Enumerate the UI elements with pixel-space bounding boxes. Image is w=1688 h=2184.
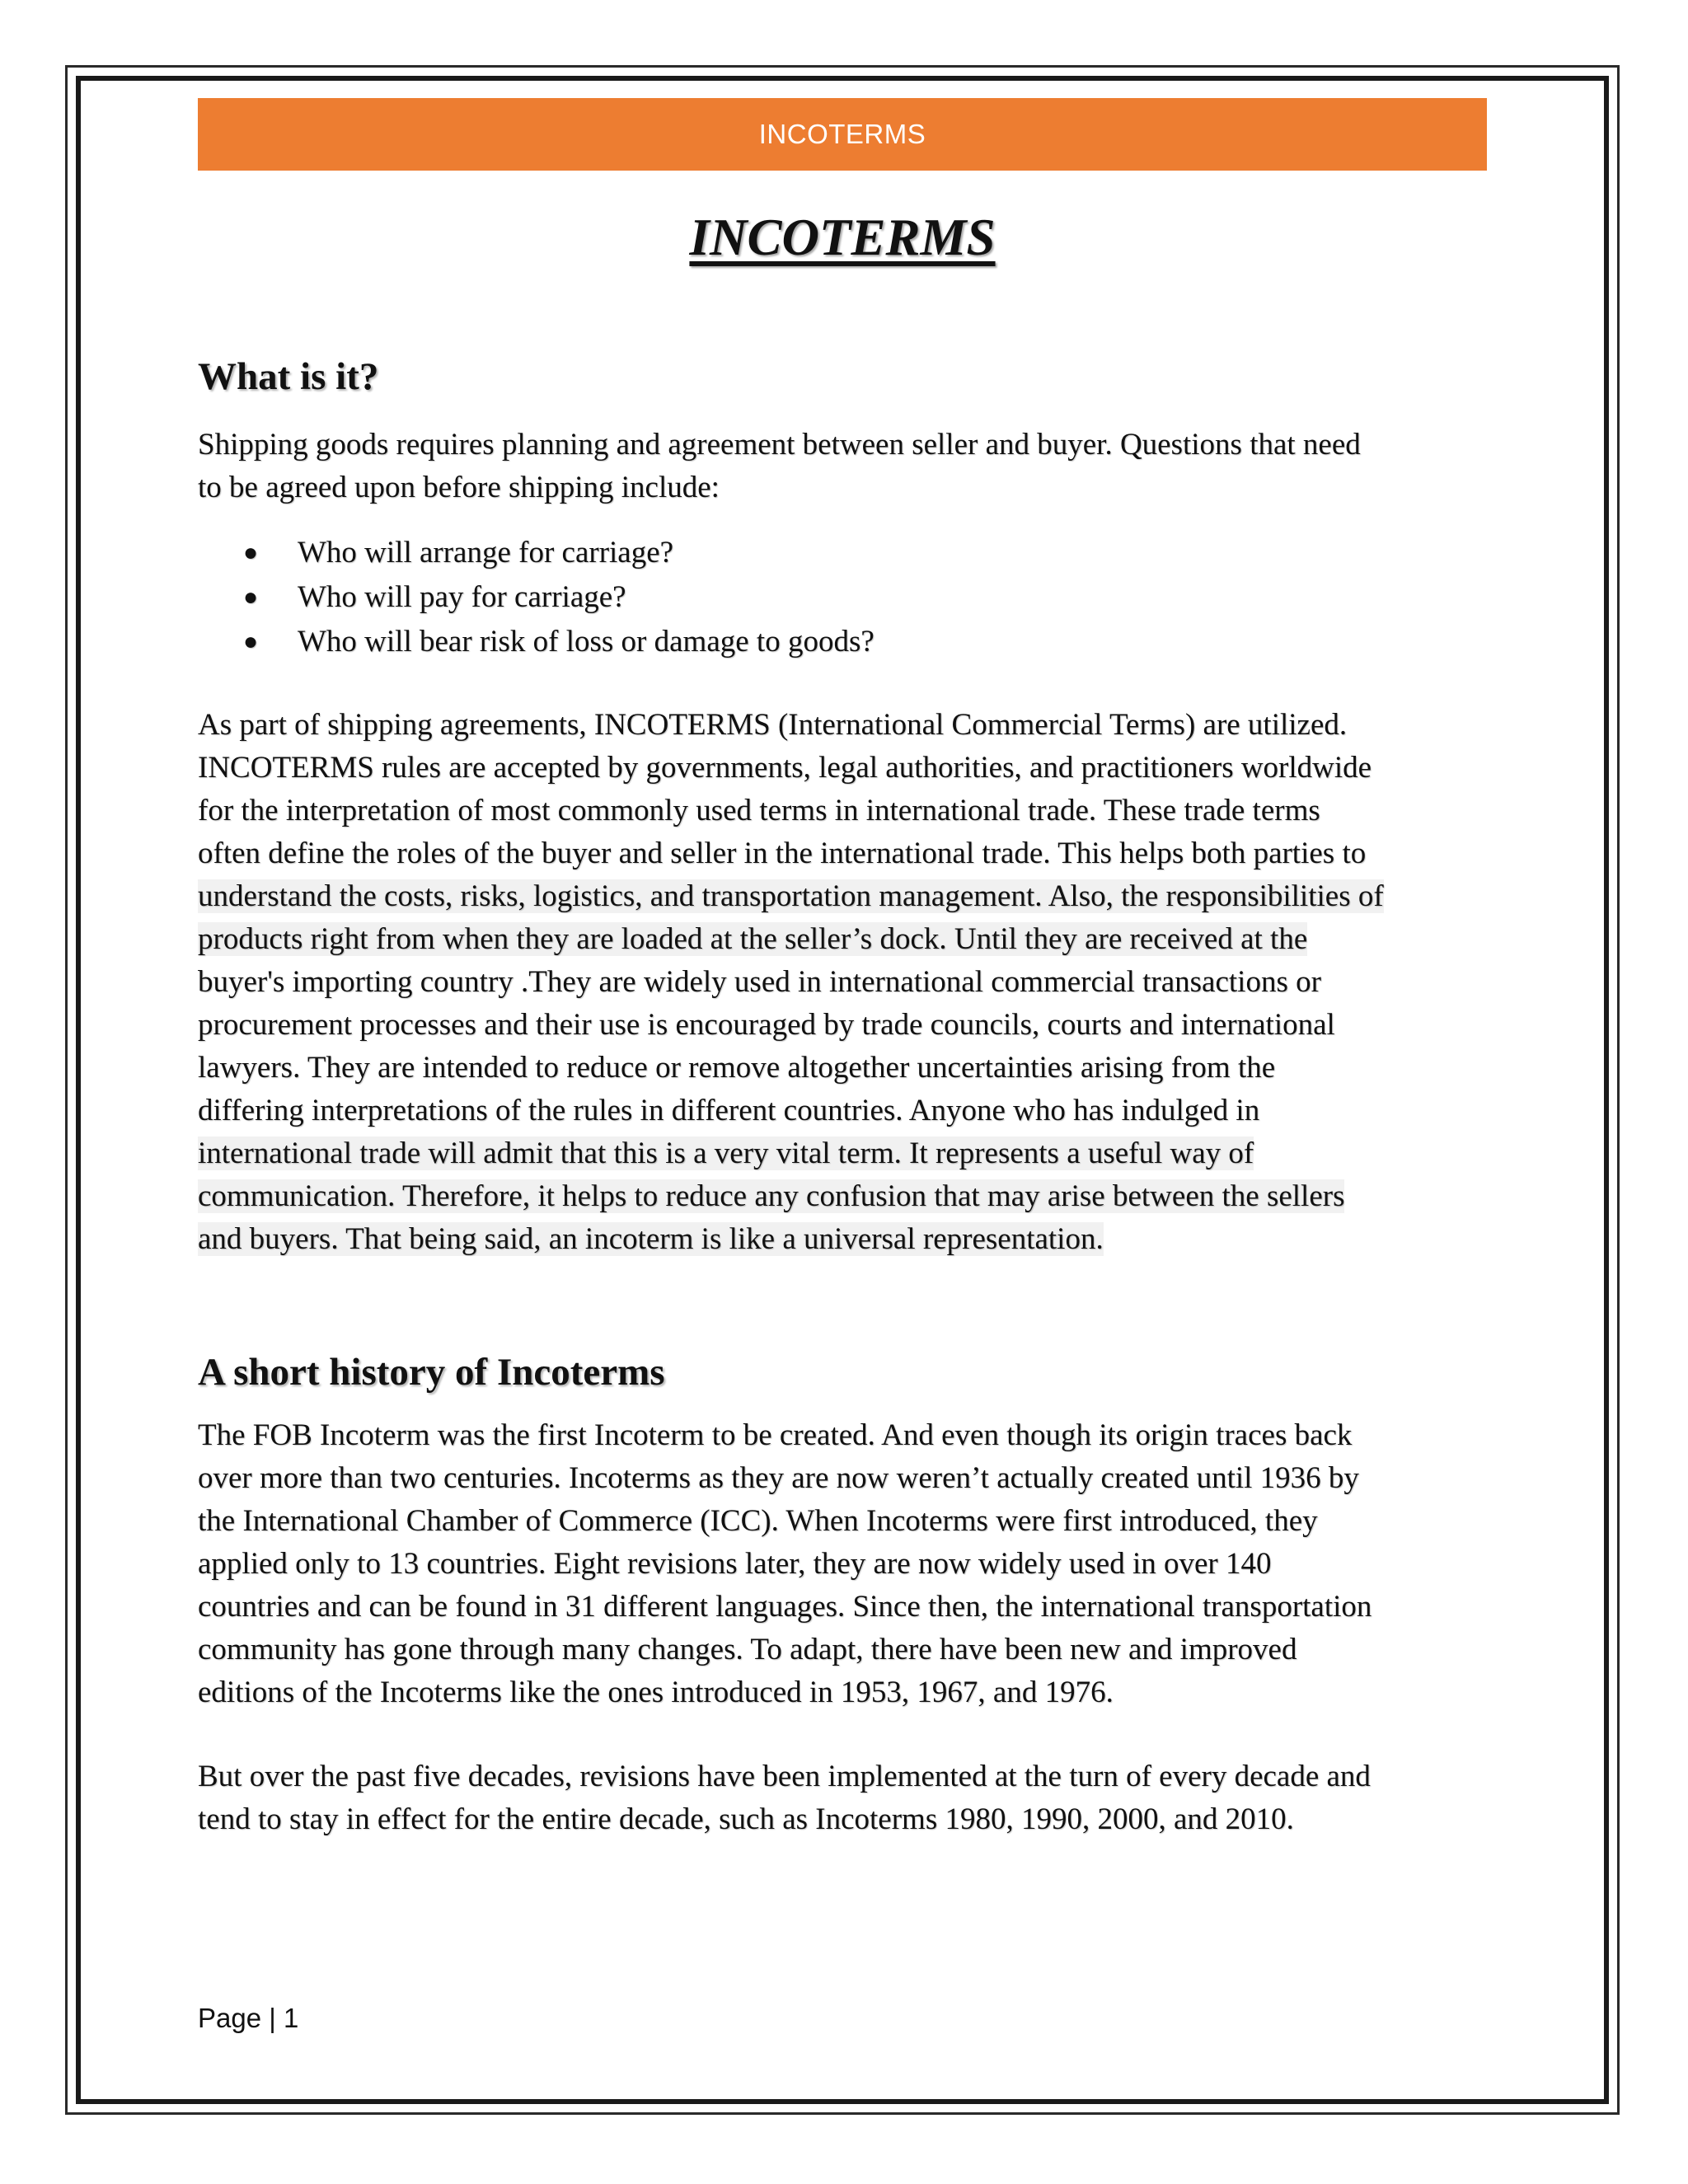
history-paragraph-2: But over the past five decades, revisions have been implemented at the turn of every decade and tend to stay in effect for the entire decade, such as Incoterms 1980, 1990, 2000, and 2010. — [198, 1760, 1371, 1836]
bullet-icon: ● — [243, 628, 259, 655]
incoterms-definition-paragraph: As part of shipping agreements, INCOTERMS (International Commercial Terms) are utilized. INCOTERMS rules are accepted by governments, legal authorities, and practitioners worldwide for the interpretation of most commonly used terms in international trade. These trade terms often define the roles of the buyer and seller in the international trade. This helps both parties to understand the costs, risks, logistics, and transportation management. Also, the responsibilities of products right from when they are loaded at the seller’s dock. Until they are received at the buyer's importing country .They are widely used in international commercial transactions or procurement processes and their use is encouraged by trade councils, courts and international lawyers. They are intended to reduce or remove altogether uncertainties arising from the differing interpretations of the rules in different countries. Anyone who has indulged in international trade will admit that this is a very vital term. It represents a useful way of communication. Therefore, it helps to reduce any confusion that may arise between the sellers and buyers. That being said, an incoterm is like a universal representation. — [198, 708, 1384, 1256]
header-band: INCOTERMS — [198, 98, 1487, 171]
questions-list — [198, 531, 1492, 664]
list-item: ● Who will pay for carriage? — [198, 575, 1492, 620]
list-item: ● Who will arrange for carriage? — [198, 531, 1492, 575]
bullet-icon: ● — [243, 539, 259, 566]
page-number: Page | 1 — [198, 2003, 299, 2033]
document-title: INCOTERMS — [689, 209, 996, 266]
list-item: ● Who will bear risk of loss or damage to goods? — [198, 620, 1492, 664]
section-heading-what-is-it: What is it? — [198, 355, 379, 398]
intro-paragraph: Shipping goods requires planning and agreement between seller and buyer. Questions that need to be agreed upon before shipping include: — [198, 428, 1361, 504]
document-body — [198, 354, 1492, 1841]
section-heading-history: A short history of Incoterms — [198, 1351, 665, 1394]
history-paragraph-1: The FOB Incoterm was the first Incoterm to be created. And even though its origin traces back over more than two centuries. Incoterms as they are now weren’t actually created until 1936 by the International Chamber of Commerce (ICC). When Incoterms were first introduced, they applied only to 13 countries. Eight revisions later, they are now widely used in over 140 countries and can be found in 31 different languages. Since then, the international transportation community has gone through many changes. To adapt, there have been new and improved editions of the Incoterms like the ones introduced in 1953, 1967, and 1976. — [198, 1418, 1372, 1709]
bullet-icon: ● — [243, 583, 259, 611]
